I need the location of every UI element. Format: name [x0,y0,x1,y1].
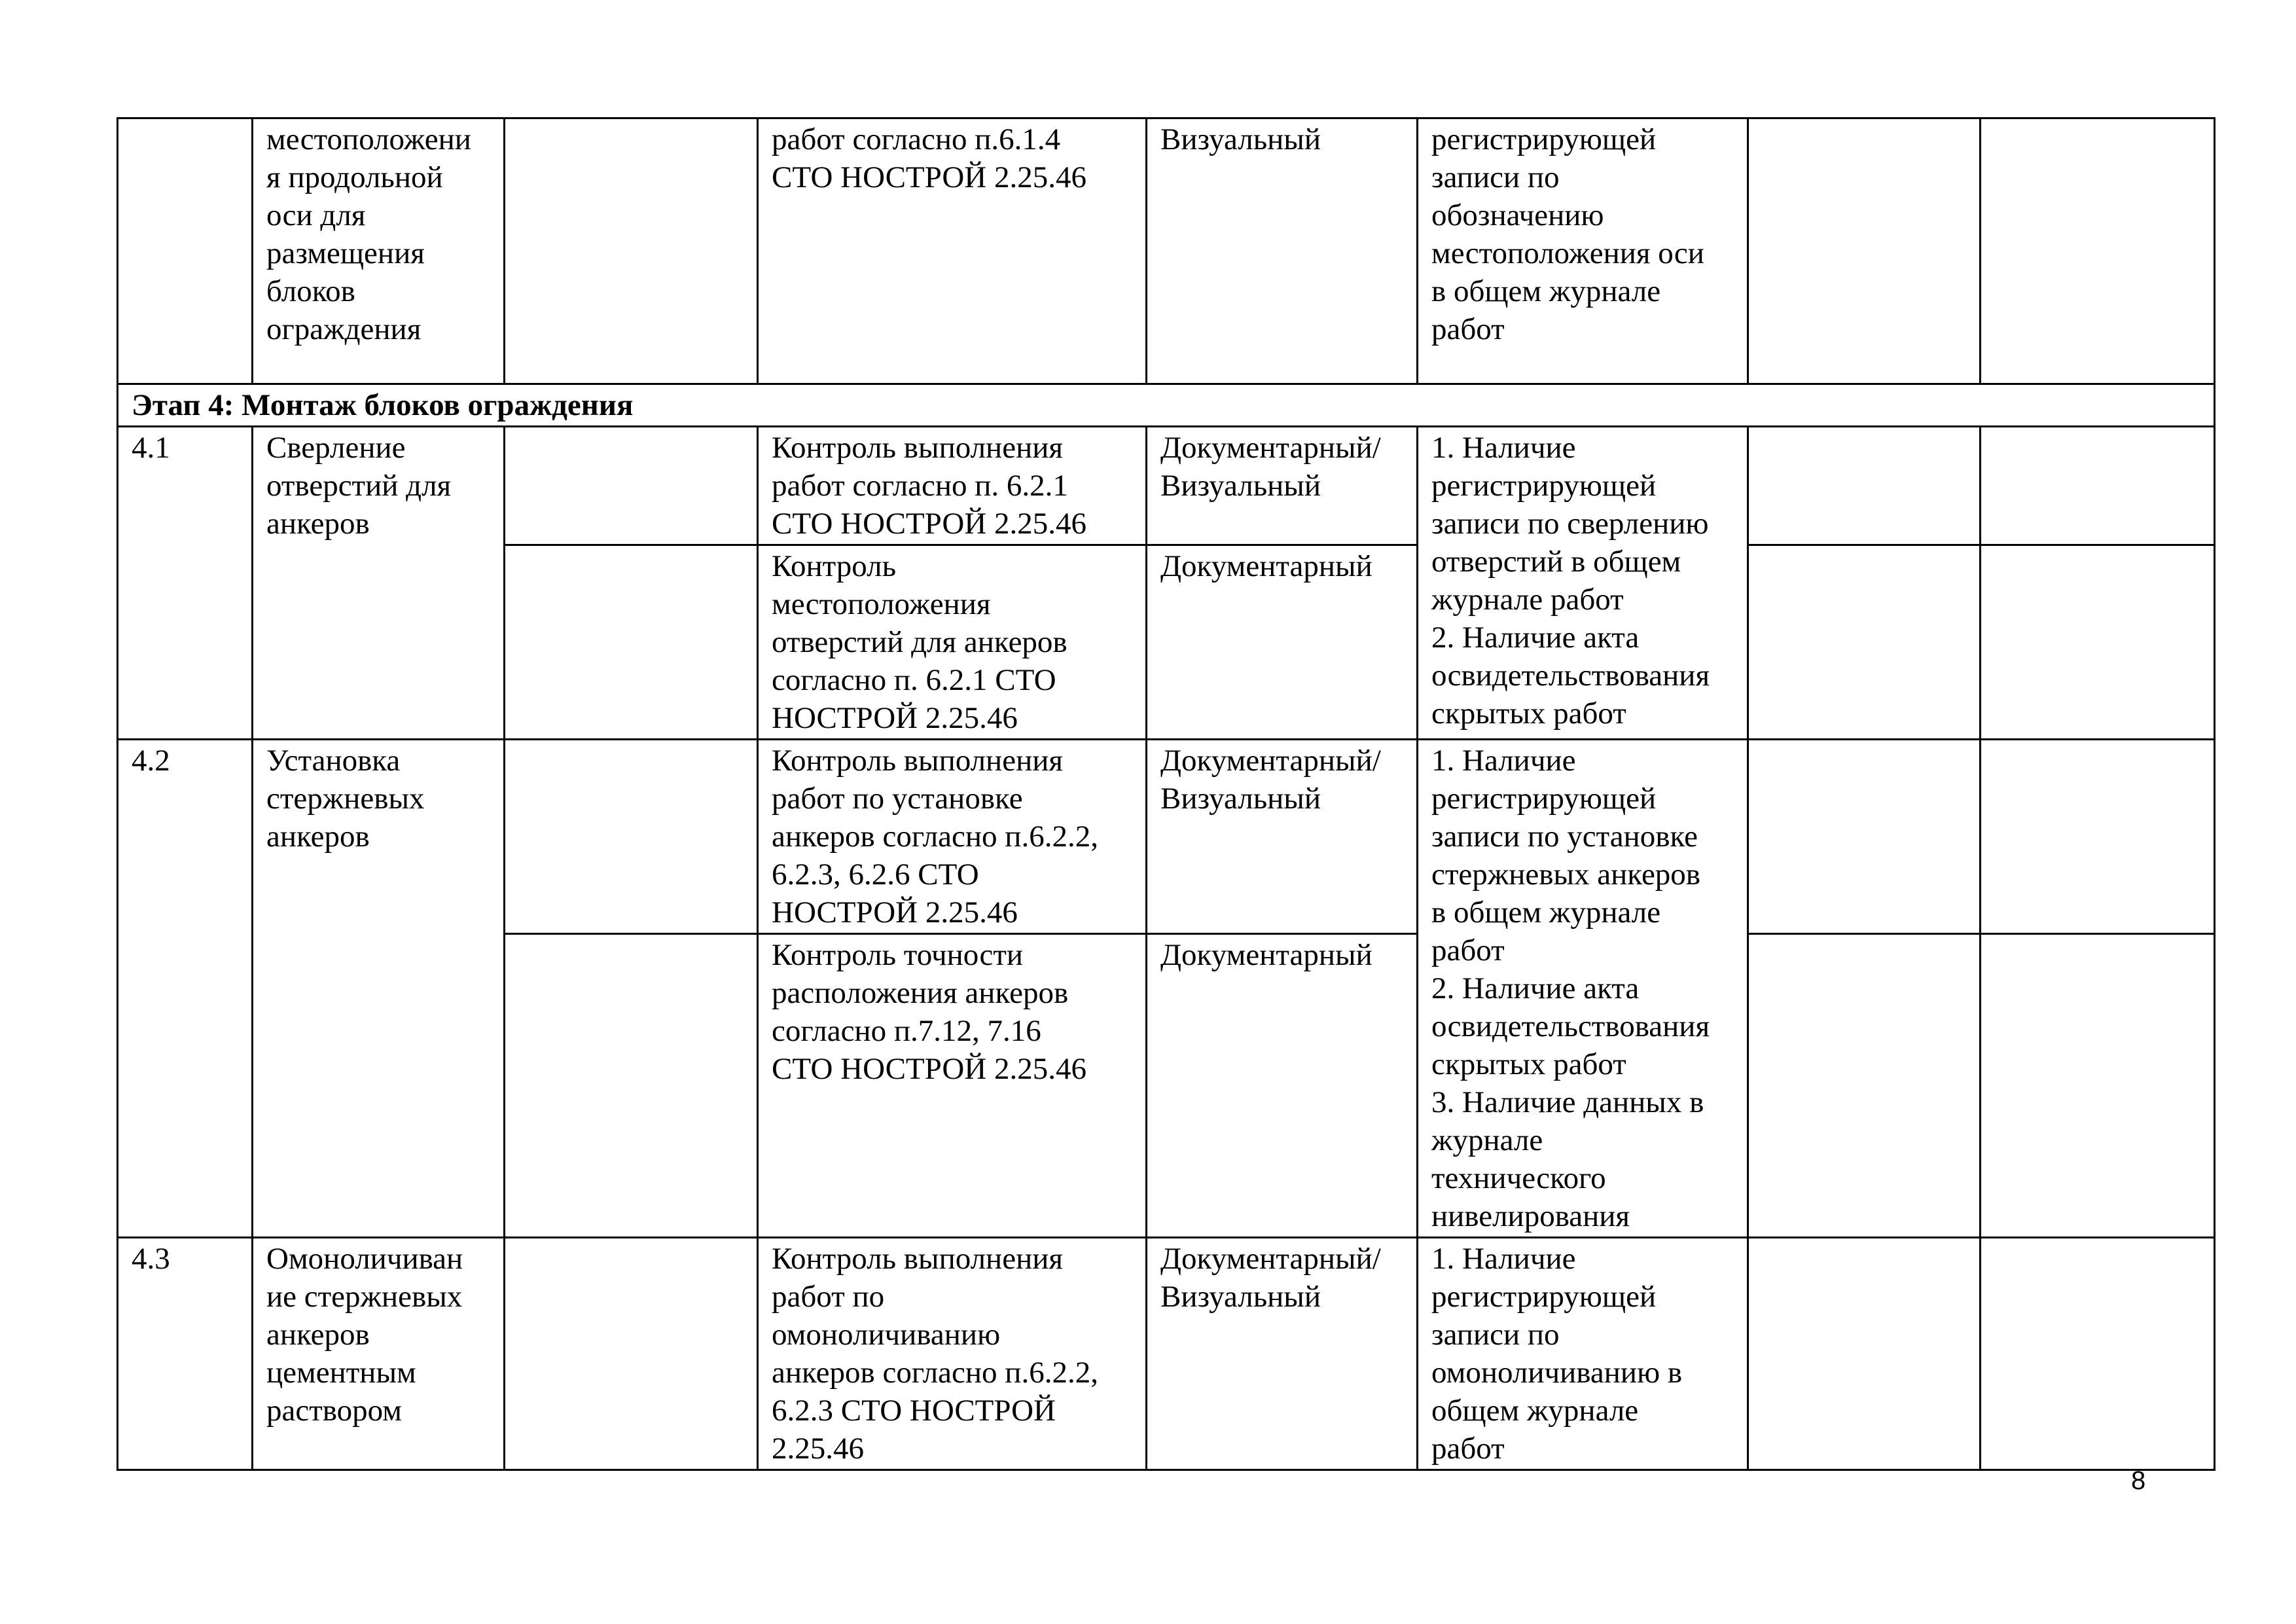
cell-control [758,545,1147,740]
cell-text-line: технического [1431,1161,1606,1195]
cell-text-line: оси для [266,198,366,232]
cell-method [1147,934,1418,1238]
cell-method [1147,118,1418,384]
cell-text-line: расположения анкеров [772,976,1069,1010]
cell-text-line: СТО НОСТРОЙ 2.25.46 [772,1052,1086,1086]
cell-text-line: Контроль точности [772,938,1024,972]
cell-text-line: записи по установке [1431,820,1698,854]
cell-empty [1981,740,2215,934]
cell-text-line: записи по [1431,160,1560,194]
cell-empty [505,118,758,384]
cell-method [1147,740,1418,934]
cell-text-line: 3. Наличие данных в [1431,1085,1704,1119]
cell-text-line: анкеров [266,1318,370,1352]
cell-text-line: НОСТРОЙ 2.25.46 [772,895,1018,929]
cell-text-line: 1. Наличие [1431,744,1576,778]
cell-text-line: обозначению [1431,198,1604,232]
cell-result [1418,1238,1748,1470]
cell-text-line: стержневых анкеров [1431,857,1700,892]
cell-text-line: общем журнале [1431,1394,1639,1428]
cell-text-line: в общем журнале [1431,895,1661,929]
cell-empty [505,1238,758,1470]
cell-text-line: 6.2.3 СТО НОСТРОЙ [772,1394,1056,1428]
cell-empty [1748,934,1981,1238]
cell-text-line: 1. Наличие [1431,431,1576,465]
cell-empty [1748,1238,1981,1470]
cell-text-line: Омоноличиван [266,1242,463,1276]
cell-empty [1748,427,1981,545]
cell-text-line: регистрирующей [1431,1280,1657,1314]
cell-text-line: размещения [266,236,425,270]
cell-text-line: скрытых работ [1431,1047,1626,1081]
cell-control [758,118,1147,384]
cell-text-line: Визуальный [1160,1280,1321,1314]
stage-heading: Этап 4: Монтаж блоков ограждения [118,384,2215,427]
cell-text-line: освидетельствования [1431,1009,1710,1043]
cell-text-line: 1. Наличие [1431,1242,1576,1276]
cell-text-line: я продольной [266,160,443,194]
cell-text-line: работ по установке [772,782,1023,816]
cell-empty [1981,427,2215,545]
cell-text-line: отверстий для [266,469,452,503]
cell-number: 4.3 [118,1238,253,1470]
cell-text-line: местоположения [772,587,991,621]
cell-text-line: Документарный/ [1160,1242,1381,1276]
cell-text-line: работ согласно п.6.1.4 [772,122,1061,156]
cell-text-line: записи по сверлению [1431,507,1709,541]
cell-empty [1981,118,2215,384]
cell-text-line: 2. Наличие акта [1431,971,1640,1005]
cell-operation [253,427,505,740]
cell-text-line: ие стержневых [266,1280,463,1314]
cell-text-line: Визуальный [1160,469,1321,503]
cell-text-line: СТО НОСТРОЙ 2.25.46 [772,160,1086,194]
cell-result [1418,118,1748,384]
cell-text-line: 2.25.46 [772,1432,864,1466]
cell-text-line: Документарный/ [1160,744,1381,778]
cell-number [118,118,253,384]
cell-number: 4.2 [118,740,253,1238]
cell-text-line: анкеров согласно п.6.2.2, [772,820,1098,854]
cell-empty [1981,545,2215,740]
cell-text-line: анкеров [266,507,370,541]
cell-text-line: скрытых работ [1431,696,1626,731]
cell-text-line: Документарный/ [1160,431,1381,465]
cell-text-line: журнале работ [1431,583,1624,617]
cell-text-line: анкеров согласно п.6.2.2, [772,1356,1098,1390]
cell-text-line: местоположени [266,122,471,156]
cell-number: 4.1 [118,427,253,740]
cell-operation [253,1238,505,1470]
cell-text-line: Документарный [1160,549,1372,583]
cell-text-line: журнале [1431,1123,1543,1157]
cell-text-line: Контроль выполнения [772,744,1063,778]
cell-text-line: омоноличиванию [772,1318,1001,1352]
cell-text-line: раствором [266,1394,402,1428]
table-row [118,740,2215,934]
table-row [118,427,2215,545]
cell-empty [1748,118,1981,384]
cell-text-line: Визуальный [1160,782,1321,816]
table-row-stage [118,384,2215,427]
cell-empty [1748,740,1981,934]
cell-text-line: ограждения [266,312,422,346]
cell-empty [505,740,758,934]
cell-empty [1748,545,1981,740]
cell-text-line: регистрирующей [1431,782,1657,816]
cell-text-line: регистрирующей [1431,122,1657,156]
cell-text-line: омоноличиванию в [1431,1356,1683,1390]
cell-text-line: освидетельствования [1431,659,1710,693]
cell-method [1147,545,1418,740]
cell-operation [253,740,505,1238]
cell-empty [505,545,758,740]
page-number: 8 [2131,1466,2146,1495]
cell-text-line: Визуальный [1160,122,1321,156]
cell-text-line: записи по [1431,1318,1560,1352]
cell-text-line: Контроль [772,549,897,583]
cell-text-line: 6.2.3, 6.2.6 СТО [772,857,979,892]
cell-text-line: местоположения оси [1431,236,1704,270]
cell-control [758,740,1147,934]
cell-empty [505,427,758,545]
cell-text-line: Сверление [266,431,406,465]
cell-text-line: НОСТРОЙ 2.25.46 [772,701,1018,735]
quality-control-table [117,117,2215,1471]
cell-text-line: работ [1431,1432,1505,1466]
cell-text-line: блоков [266,274,355,308]
cell-text-line: 2. Наличие акта [1431,621,1640,655]
cell-text-line: стержневых [266,782,425,816]
cell-text-line: отверстий в общем [1431,545,1681,579]
cell-empty [1981,934,2215,1238]
cell-text-line: отверстий для анкеров [772,625,1067,659]
cell-text-line: работ [1431,933,1505,967]
cell-text-line: согласно п. 6.2.1 СТО [772,663,1056,697]
cell-operation [253,118,505,384]
cell-text-line: анкеров [266,820,370,854]
cell-empty [505,934,758,1238]
cell-result [1418,427,1748,740]
cell-result [1418,740,1748,1238]
cell-text-line: работ [1431,312,1505,346]
cell-control [758,427,1147,545]
cell-control [758,1238,1147,1470]
cell-text-line: нивелирования [1431,1199,1630,1233]
cell-text-line: цементным [266,1356,416,1390]
cell-text-line: работ по [772,1280,885,1314]
cell-text-line: регистрирующей [1431,469,1657,503]
cell-text-line: СТО НОСТРОЙ 2.25.46 [772,507,1086,541]
cell-method [1147,427,1418,545]
cell-text-line: Документарный [1160,938,1372,972]
cell-text-line: Контроль выполнения [772,1242,1063,1276]
cell-text-line: согласно п.7.12, 7.16 [772,1014,1041,1048]
cell-text-line: в общем журнале [1431,274,1661,308]
cell-method [1147,1238,1418,1470]
table-row [118,1238,2215,1470]
cell-text-line: Контроль выполнения [772,431,1063,465]
table-row-continuation [118,118,2215,384]
cell-text-line: Установка [266,744,401,778]
cell-text-line: работ согласно п. 6.2.1 [772,469,1068,503]
cell-control [758,934,1147,1238]
cell-empty [1981,1238,2215,1470]
